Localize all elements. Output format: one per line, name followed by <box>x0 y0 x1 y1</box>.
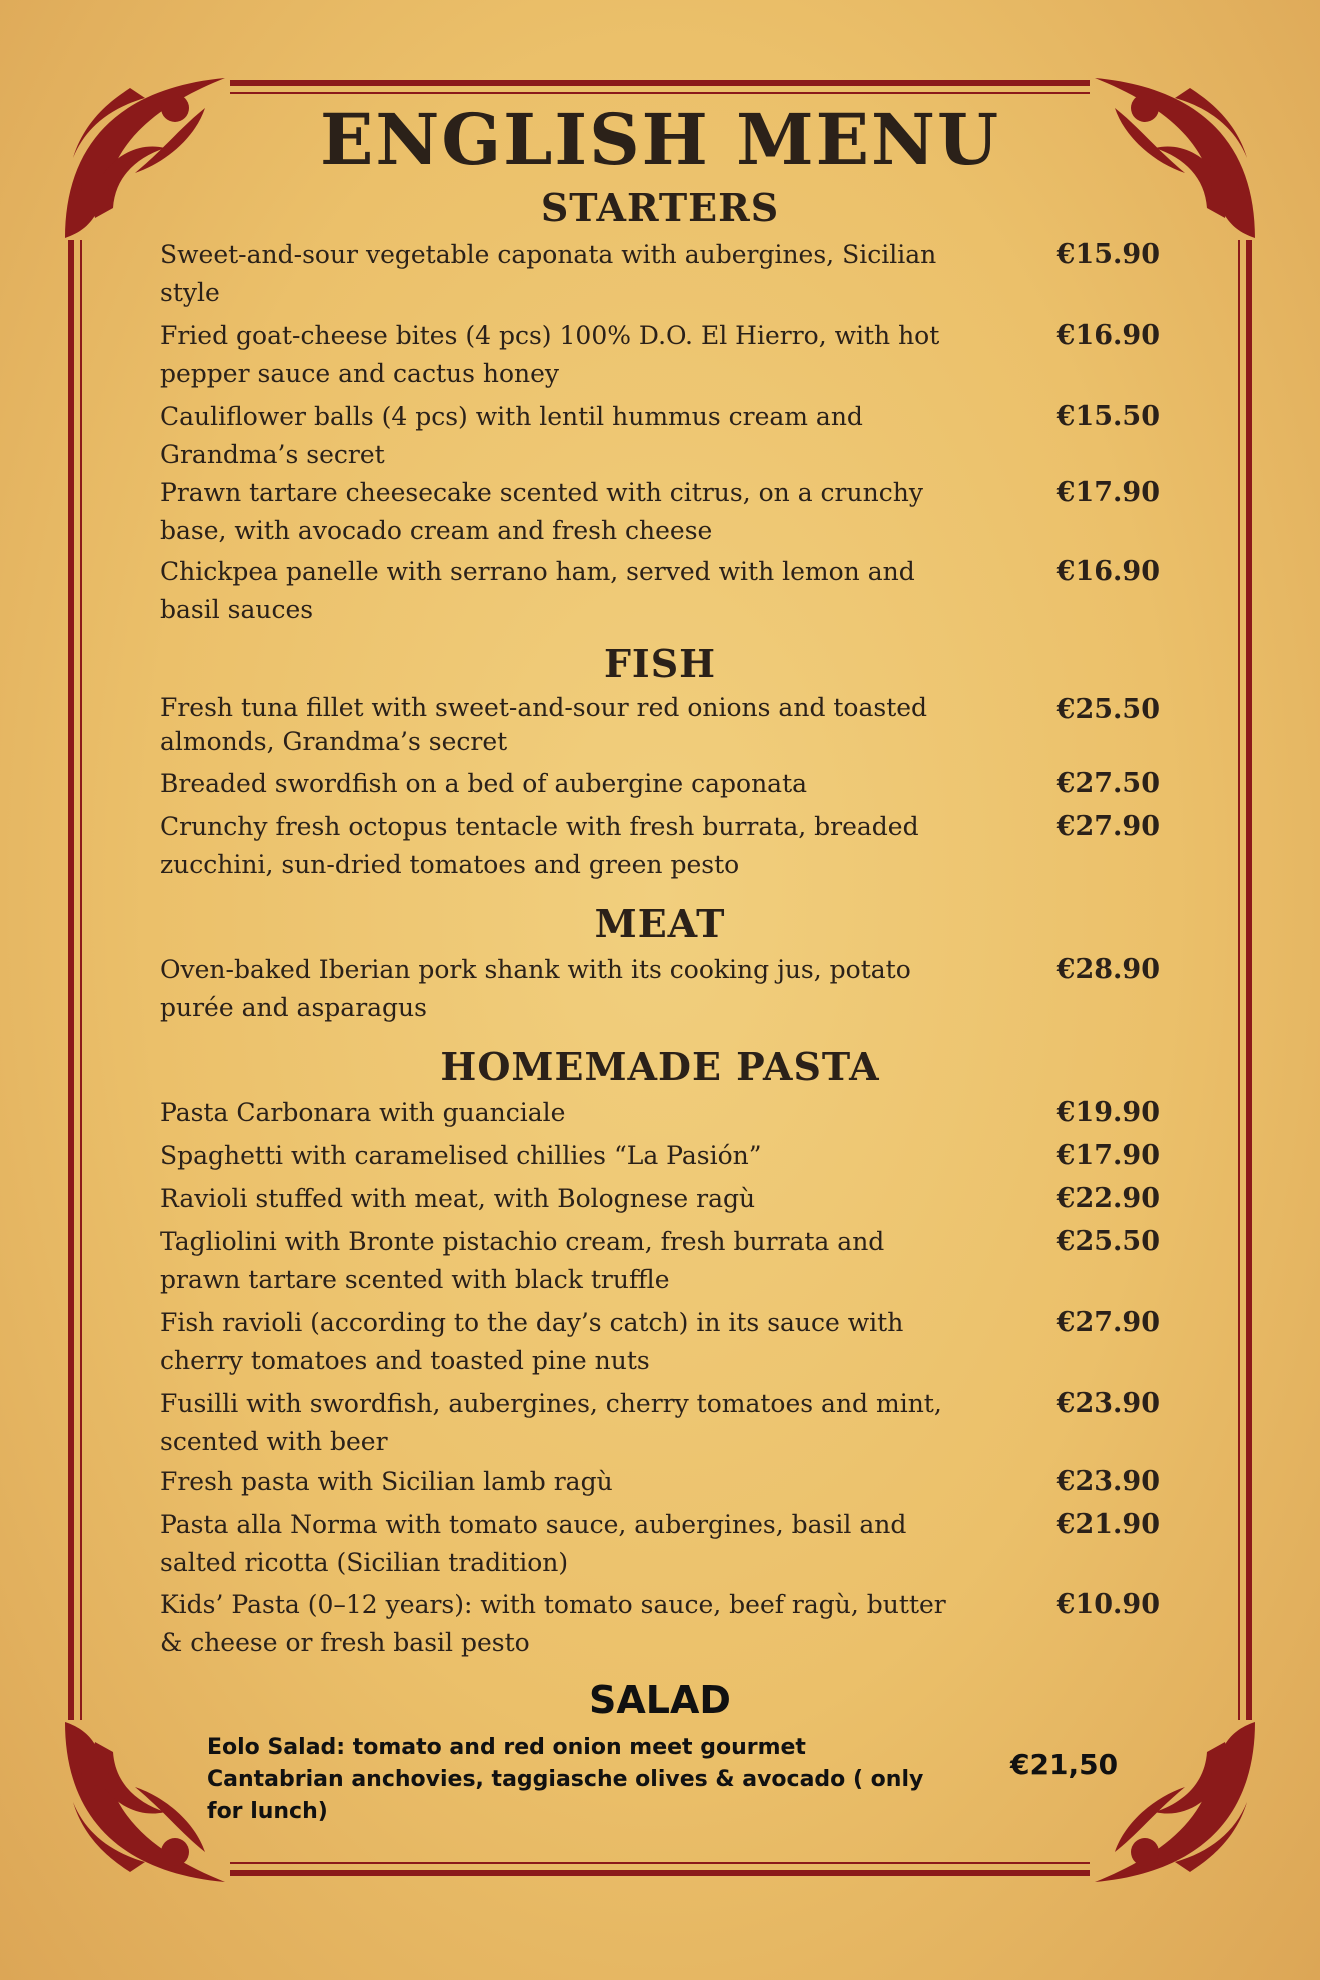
item-description: Cauliflower balls (4 pcs) with lentil hummus cream and Grandma’s secret <box>160 402 863 469</box>
item-price: €19.90 <box>1056 1097 1160 1128</box>
section-title-pasta: HOMEMADE PASTA <box>440 1044 880 1089</box>
section-title-meat: MEAT <box>594 901 726 946</box>
item-description: Fried goat-cheese bites (4 pcs) 100% D.O. El Hierro, with hot pepper sauce and cactus honey <box>160 321 940 388</box>
item-description: Oven-baked Iberian pork shank with its cooking jus, potato purée and asparagus <box>160 955 911 1022</box>
item-price: €21,50 <box>1010 1748 1119 1781</box>
page-title: ENGLISH MENU <box>319 98 1000 181</box>
item-description: Ravioli stuffed with meat, with Bolognese ragù <box>160 1184 756 1213</box>
item-price: €10.90 <box>1056 1589 1160 1620</box>
item-description: Eolo Salad: tomato and red onion meet gourmet Cantabrian anchovies, taggiasche olives & avocado ( only for lunch) <box>207 1735 924 1824</box>
frame-right-rule-inner <box>1238 240 1240 1720</box>
item-description: Spaghetti with caramelised chillies “La Pasión” <box>160 1141 762 1170</box>
frame-bottom-rule-inner <box>230 1862 1090 1864</box>
item-price: €16.90 <box>1056 320 1160 351</box>
item-description: Fresh pasta with Sicilian lamb ragù <box>160 1467 613 1496</box>
frame-top-rule <box>230 80 1090 86</box>
item-description: Prawn tartare cheesecake scented with citrus, on a crunchy base, with avocado cream and fresh cheese <box>160 478 923 545</box>
item-description: Chickpea panelle with serrano ham, served with lemon and basil sauces <box>160 557 915 624</box>
frame-left-rule-inner <box>80 240 82 1720</box>
item-price: €27.50 <box>1056 768 1160 799</box>
item-description: Fish ravioli (according to the day’s catch) in its sauce with cherry tomatoes and toasted pine nuts <box>160 1308 904 1375</box>
item-description: Breaded swordfish on a bed of aubergine caponata <box>160 769 808 798</box>
item-description: Fusilli with swordfish, aubergines, cherry tomatoes and mint, scented with beer <box>160 1389 942 1456</box>
item-description: Pasta alla Norma with tomato sauce, aubergines, basil and salted ricotta (Sicilian tradition) <box>160 1510 907 1577</box>
item-description: Kids’ Pasta (0–12 years): with tomato sauce, beef ragù, butter & cheese or fresh basil pesto <box>160 1590 946 1657</box>
item-description: Sweet-and-sour vegetable caponata with aubergines, Sicilian style <box>160 240 937 307</box>
item-price: €17.90 <box>1056 477 1160 508</box>
item-description: Pasta Carbonara with guanciale <box>160 1098 566 1127</box>
item-price: €25.50 <box>1056 1226 1160 1257</box>
item-description: Tagliolini with Bronte pistachio cream, fresh burrata and prawn tartare scented with black truffle <box>160 1227 885 1294</box>
section-title-starters: STARTERS <box>540 185 780 230</box>
section-title-salad: SALAD <box>589 1678 731 1722</box>
item-price: €16.90 <box>1056 556 1160 587</box>
item-price: €27.90 <box>1056 811 1160 842</box>
item-price: €23.90 <box>1056 1466 1160 1497</box>
frame-bottom-rule <box>230 1870 1090 1876</box>
item-price: €22.90 <box>1056 1183 1160 1214</box>
item-price: €23.90 <box>1056 1388 1160 1419</box>
item-price: €28.90 <box>1056 954 1160 985</box>
item-price: €15.50 <box>1056 401 1160 432</box>
frame-top-rule-inner <box>230 92 1090 94</box>
item-price: €27.90 <box>1056 1307 1160 1338</box>
corner-flourish-icon <box>1085 1712 1265 1892</box>
section-title-fish: FISH <box>603 641 717 686</box>
item-description: Fresh tuna fillet with sweet-and-sour red onions and toasted almonds, Grandma’s secret <box>160 693 928 756</box>
item-price: €21.90 <box>1056 1509 1160 1540</box>
frame-right-rule <box>1246 240 1252 1720</box>
item-price: €15.90 <box>1056 239 1160 270</box>
item-description: Crunchy fresh octopus tentacle with fresh burrata, breaded zucchini, sun-dried tomatoes and green pesto <box>160 812 919 879</box>
item-price: €17.90 <box>1056 1140 1160 1171</box>
frame-left-rule <box>68 240 74 1720</box>
item-price: €25.50 <box>1056 694 1160 725</box>
